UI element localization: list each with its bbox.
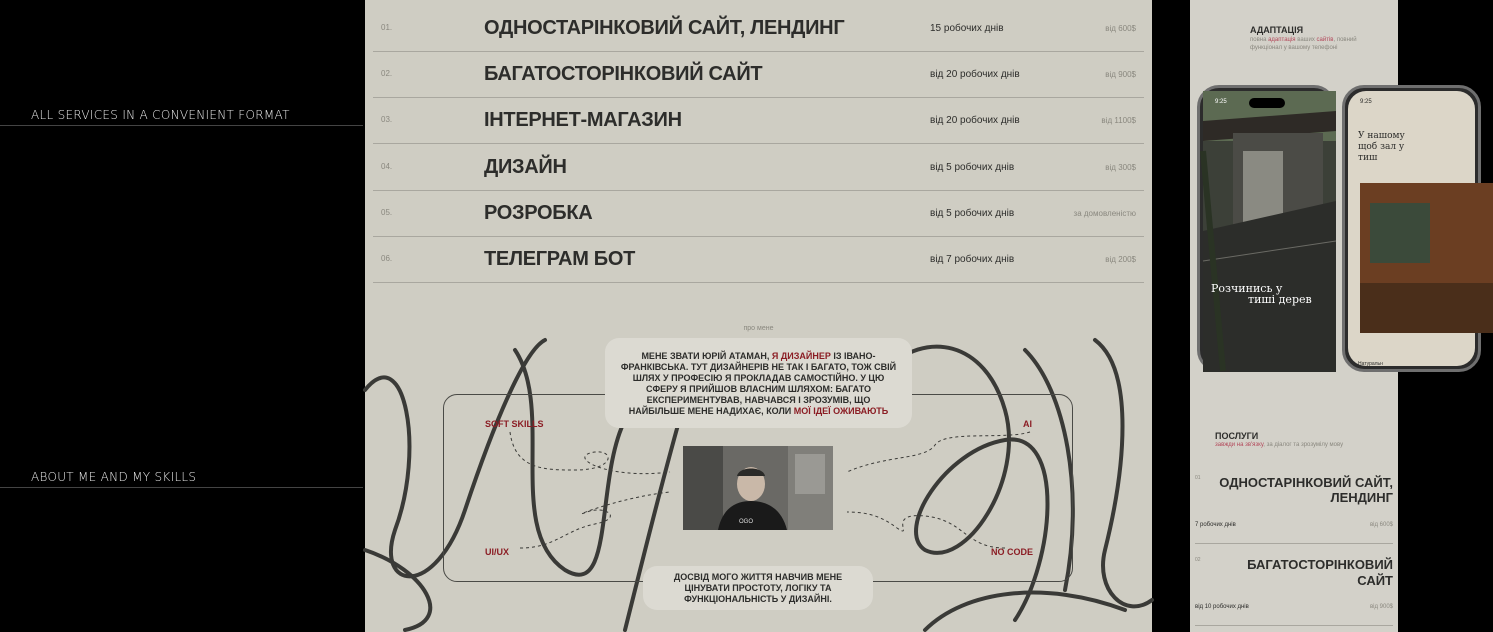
services-and-about-panel xyxy=(365,0,1152,632)
service-row[interactable] xyxy=(373,6,1144,52)
section-label-services: ALL SERVICES IN A CONVENIENT FORMAT xyxy=(31,108,290,122)
service-price: від 600$ xyxy=(1105,24,1136,33)
service-price: від 1100$ xyxy=(1101,116,1136,125)
service-duration: 15 робочих днів xyxy=(930,23,1004,34)
skill-soft-skills: SOFT SKILLS xyxy=(485,419,544,429)
service-row[interactable] xyxy=(373,191,1144,237)
outro-text: ДОСВІД МОГО ЖИТТЯ НАВЧИВ МЕНЕ ЦІНУВАТИ ПРОСТОТУ, ЛОГІКУ ТА ФУНКЦІОНАЛЬНІСТЬ У ДИЗАЙНІ. xyxy=(673,572,843,604)
service-duration: від 20 робочих днів xyxy=(930,115,1020,126)
service-number: 05. xyxy=(381,208,393,217)
phone-hero-text: тиші дерев xyxy=(1248,293,1312,306)
service-row[interactable] xyxy=(373,98,1144,144)
subtext-part: повна xyxy=(1250,37,1269,43)
subtext-accent: завжди xyxy=(1215,442,1237,448)
mobile-service-divider xyxy=(1195,543,1393,544)
intro-accent-text: Я ДИЗАЙНЕР xyxy=(771,351,831,361)
skill-ui-ux: UI/UX xyxy=(485,547,510,557)
service-duration: від 20 робочих днів xyxy=(930,69,1020,80)
phone-status-time: 9:25 xyxy=(1360,99,1372,105)
about-section-label: про мене xyxy=(743,325,774,332)
service-number: 01. xyxy=(381,23,393,32)
mobile-service-number: 01 xyxy=(1195,475,1201,481)
section-label-about: ABOUT ME AND MY SKILLS xyxy=(31,470,197,484)
subtext-part: , за діалог та зрозумілу мову xyxy=(1263,442,1344,448)
phone-screen xyxy=(1348,91,1475,366)
service-duration: від 5 робочих днів xyxy=(930,162,1015,173)
about-intro-bubble xyxy=(605,338,912,428)
profile-photo xyxy=(683,446,833,530)
service-row[interactable] xyxy=(373,237,1144,283)
service-number: 02. xyxy=(381,69,393,78)
service-title: ДИЗАЙН xyxy=(484,156,567,178)
phone-status-time: 9:25 xyxy=(1215,99,1227,105)
subtext-accent: сайтів xyxy=(1316,37,1334,43)
subtext-part: , повний функціонал у вашому телефоні xyxy=(1250,37,1357,51)
service-price: за домовленістю xyxy=(1073,209,1136,218)
mobile-service-price: від 600$ xyxy=(1369,522,1393,528)
section-divider xyxy=(0,487,363,488)
phone-dynamic-island xyxy=(1249,98,1285,108)
intro-text: ІЗ ІВАНО-ФРАНКІВСЬКА. ТУТ ДИЗАЙНЕРІВ НЕ ТАК І БАГАТО, ТОЖ СВІЙ ШЛЯХ У ПРОФЕСІЮ Я ПРОКЛАДАВ САМОСТІЙНО. У ЦЮ СФЕРУ Я ПРИЙШОВ ВЛАСНИМ ШЛЯХОМ: БАГАТО ЕКСПЕРИМЕНТУВАВ, НАВЧАВСЯ І ЗРОЗУМІВ, ЩО НАЙБІЛЬШЕ МЕНЕ НАДИХАЄ, КОЛИ xyxy=(620,351,897,416)
service-title: БАГАТОСТОРІНКОВИЙ САЙТ xyxy=(484,63,763,85)
mobile-service-title: ЛЕНДИНГ xyxy=(1330,490,1393,505)
mobile-service-price: від 900$ xyxy=(1369,604,1393,610)
adaptation-subtext xyxy=(1250,36,1380,52)
phone-mockup xyxy=(1342,85,1481,372)
mobile-service-divider xyxy=(1195,625,1393,626)
mobile-services-heading: ПОСЛУГИ xyxy=(1215,431,1259,441)
subtext-accent: адаптація xyxy=(1268,37,1296,43)
mobile-service-title: ОДНОСТАРІНКОВИЙ САЙТ, xyxy=(1219,475,1393,490)
section-divider xyxy=(0,125,363,126)
phone-screen xyxy=(1203,91,1330,366)
service-title: РОЗРОБКА xyxy=(484,202,593,224)
phone-body-text: У нашому щоб зал у тиш xyxy=(1358,131,1405,163)
service-title: ТЕЛЕГРАМ БОТ xyxy=(484,248,636,270)
service-row[interactable] xyxy=(373,145,1144,191)
intro-accent-text: МОЇ ІДЕЇ ОЖИВАЮТЬ xyxy=(793,406,889,416)
mobile-service-title: БАГАТОСТОРІНКОВИЙ xyxy=(1247,557,1393,572)
service-title: ОДНОСТАРІНКОВИЙ САЙТ, ЛЕНДИНГ xyxy=(484,17,845,39)
service-price: від 200$ xyxy=(1105,255,1136,264)
service-row[interactable] xyxy=(373,52,1144,98)
subtext-accent: на зв'язку xyxy=(1236,442,1264,448)
service-number: 06. xyxy=(381,254,393,263)
intro-text: МЕНЕ ЗВАТИ ЮРІЙ АТАМАН, xyxy=(641,351,772,361)
mobile-service-title: САЙТ xyxy=(1357,573,1393,588)
service-number: 04. xyxy=(381,162,393,171)
about-outro-bubble xyxy=(643,566,873,610)
skill-ai: AI xyxy=(1023,419,1032,429)
phone-caption: Натуральн xyxy=(1358,361,1383,367)
subtext-part: ваших xyxy=(1295,37,1317,43)
service-duration: від 7 робочих днів xyxy=(930,254,1015,265)
mobile-preview-panel xyxy=(1190,0,1405,632)
phone-hero-text: Розчинись у xyxy=(1211,282,1283,295)
mobile-services-subtext xyxy=(1215,441,1395,449)
adaptation-heading: АДАПТАЦІЯ xyxy=(1250,25,1304,35)
skill-no-code: NO CODE xyxy=(991,547,1034,557)
phone-mockup xyxy=(1197,85,1336,372)
service-title: ІНТЕРНЕТ-МАГАЗИН xyxy=(484,109,682,131)
mobile-service-duration: від 10 робочих днів xyxy=(1195,604,1249,610)
mobile-service-number: 02 xyxy=(1195,557,1201,563)
svg-text:OGO: OGO xyxy=(739,519,754,525)
service-number: 03. xyxy=(381,115,393,124)
service-price: від 900$ xyxy=(1105,70,1136,79)
service-price: від 300$ xyxy=(1105,163,1136,172)
mobile-service-duration: 7 робочих днів xyxy=(1195,522,1236,528)
service-duration: від 5 робочих днів xyxy=(930,208,1015,219)
